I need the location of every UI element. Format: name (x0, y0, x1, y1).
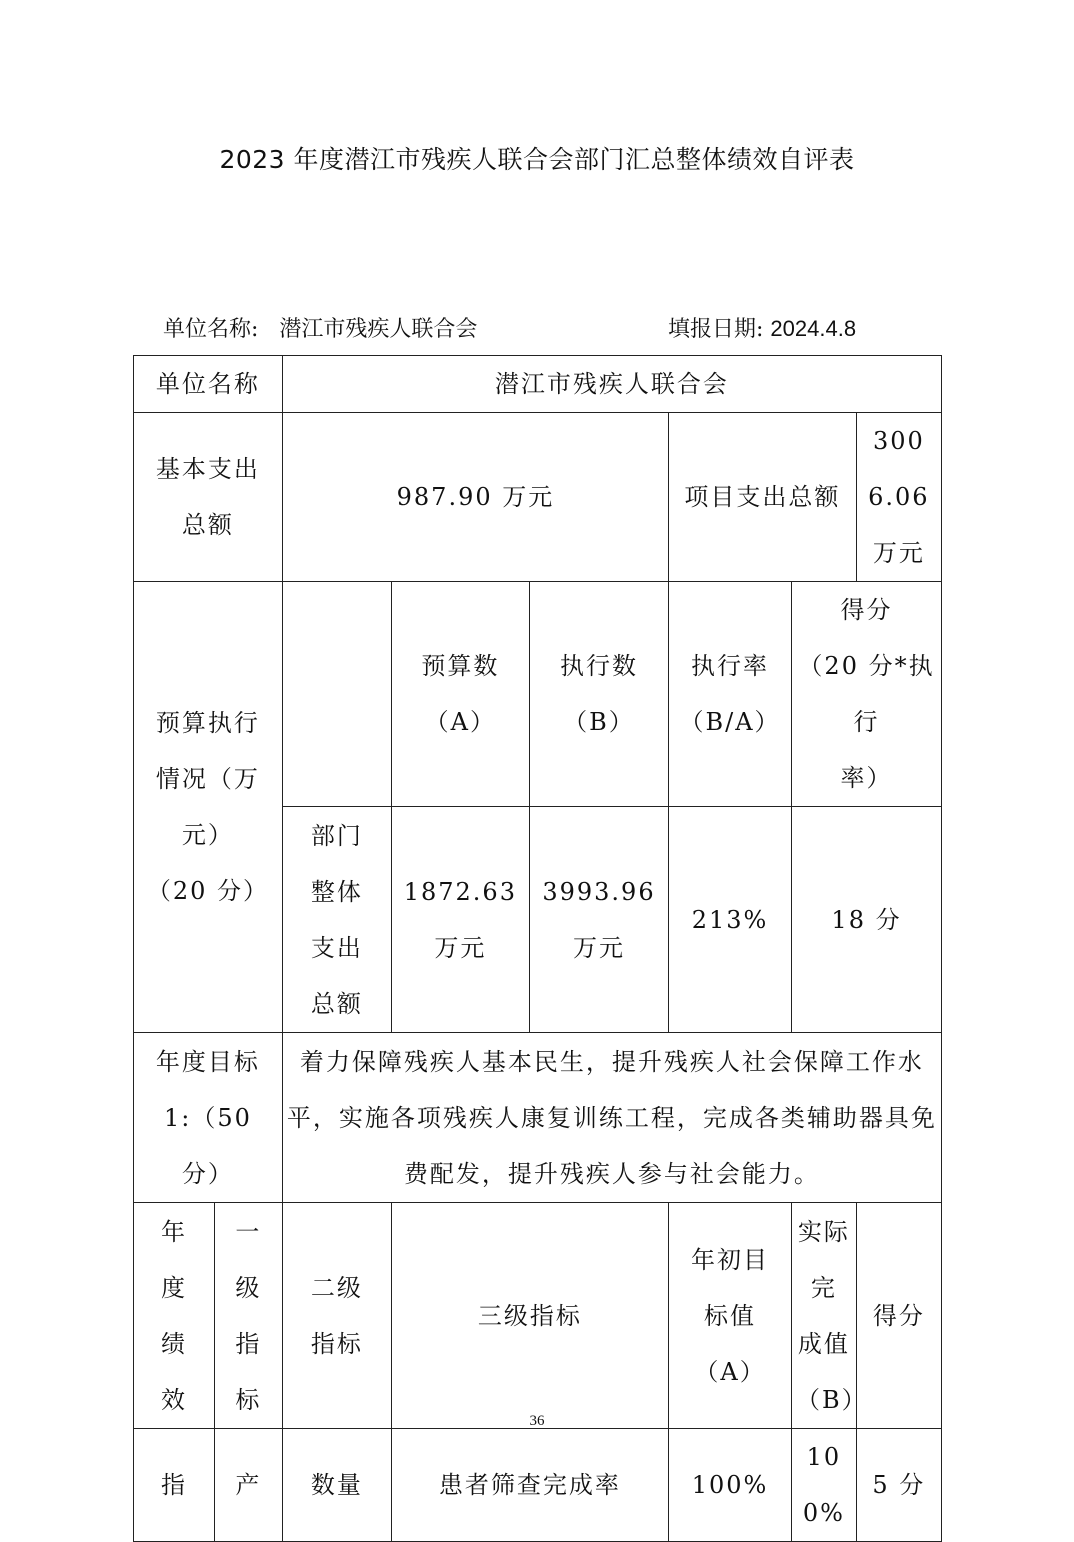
page-number: 36 (529, 1413, 545, 1429)
meta-date-value: 2024.4.8 (770, 316, 857, 341)
score-value: 18 分 (792, 807, 942, 1033)
meta-unit (163, 312, 477, 343)
unit-name-value: 潜江市残疾人联合会 (282, 356, 941, 413)
row-target-cell: 100% (669, 1429, 792, 1542)
goal-text: 着力保障残疾人基本民生，提升残疾人社会保障工作水平，实施各项残疾人康复训练工程，完成各类辅助器具免费配发，提升残疾人参与社会能力。 (282, 1033, 941, 1203)
indicator-header-target: 年初目 标值 （A） (669, 1203, 792, 1429)
budget-header-budget: 预算数 （A） (391, 582, 529, 807)
indicator-header-level1: 一 级 指 标 (214, 1203, 282, 1429)
project-exp-label: 项目支出总额 (669, 413, 857, 582)
budget-section-label: 预算执行 情况（万 元） （20 分） (134, 582, 283, 1033)
meta-date-label: 填报日期: (668, 317, 764, 342)
indicator-header-year: 年 度 绩 效 (134, 1203, 215, 1429)
meta-unit-value: 潜江市残疾人联合会 (279, 317, 478, 342)
unit-name-label: 单位名称 (134, 356, 283, 413)
row-level3-cell: 患者筛查完成率 (391, 1429, 668, 1542)
indicator-header-level2: 二级 指标 (282, 1203, 391, 1429)
document-title: 2023 年度潜江市残疾人联合会部门汇总整体绩效自评表 (219, 145, 855, 174)
rate-value: 213% (669, 807, 792, 1033)
budget-header-score: 得分 （20 分*执行 率） (792, 582, 942, 807)
row-score-cell: 5 分 (856, 1429, 941, 1542)
evaluation-table (133, 355, 942, 1542)
budget-header-rate: 执行率 （B/A） (669, 582, 792, 807)
indicator-header-level3: 三级指标 (391, 1203, 668, 1429)
budget-header-executed: 执行数 （B） (529, 582, 668, 807)
dept-total-label: 部门 整体 支出 总额 (282, 807, 391, 1033)
indicator-header-actual: 实际完 成值 （B） (792, 1203, 857, 1429)
project-exp-value: 3006.06 万元 (856, 413, 941, 582)
basic-exp-value: 987.90 万元 (282, 413, 668, 582)
meta-unit-label: 单位名称: (163, 317, 259, 342)
goal-label: 年度目标 1:（50 分） (134, 1033, 283, 1203)
budget-value: 1872.63 万元 (391, 807, 529, 1033)
row-level2-cell: 数量 (282, 1429, 391, 1542)
basic-exp-label: 基本支出 总额 (134, 413, 283, 582)
meta-date (668, 312, 856, 343)
indicator-header-score: 得分 (856, 1203, 941, 1429)
row-level1-cell: 产 (214, 1429, 282, 1542)
budget-header-empty (282, 582, 391, 807)
row-year-cell: 指 (134, 1429, 215, 1542)
executed-value: 3993.96 万元 (529, 807, 668, 1033)
row-actual-cell: 100% (792, 1429, 857, 1542)
